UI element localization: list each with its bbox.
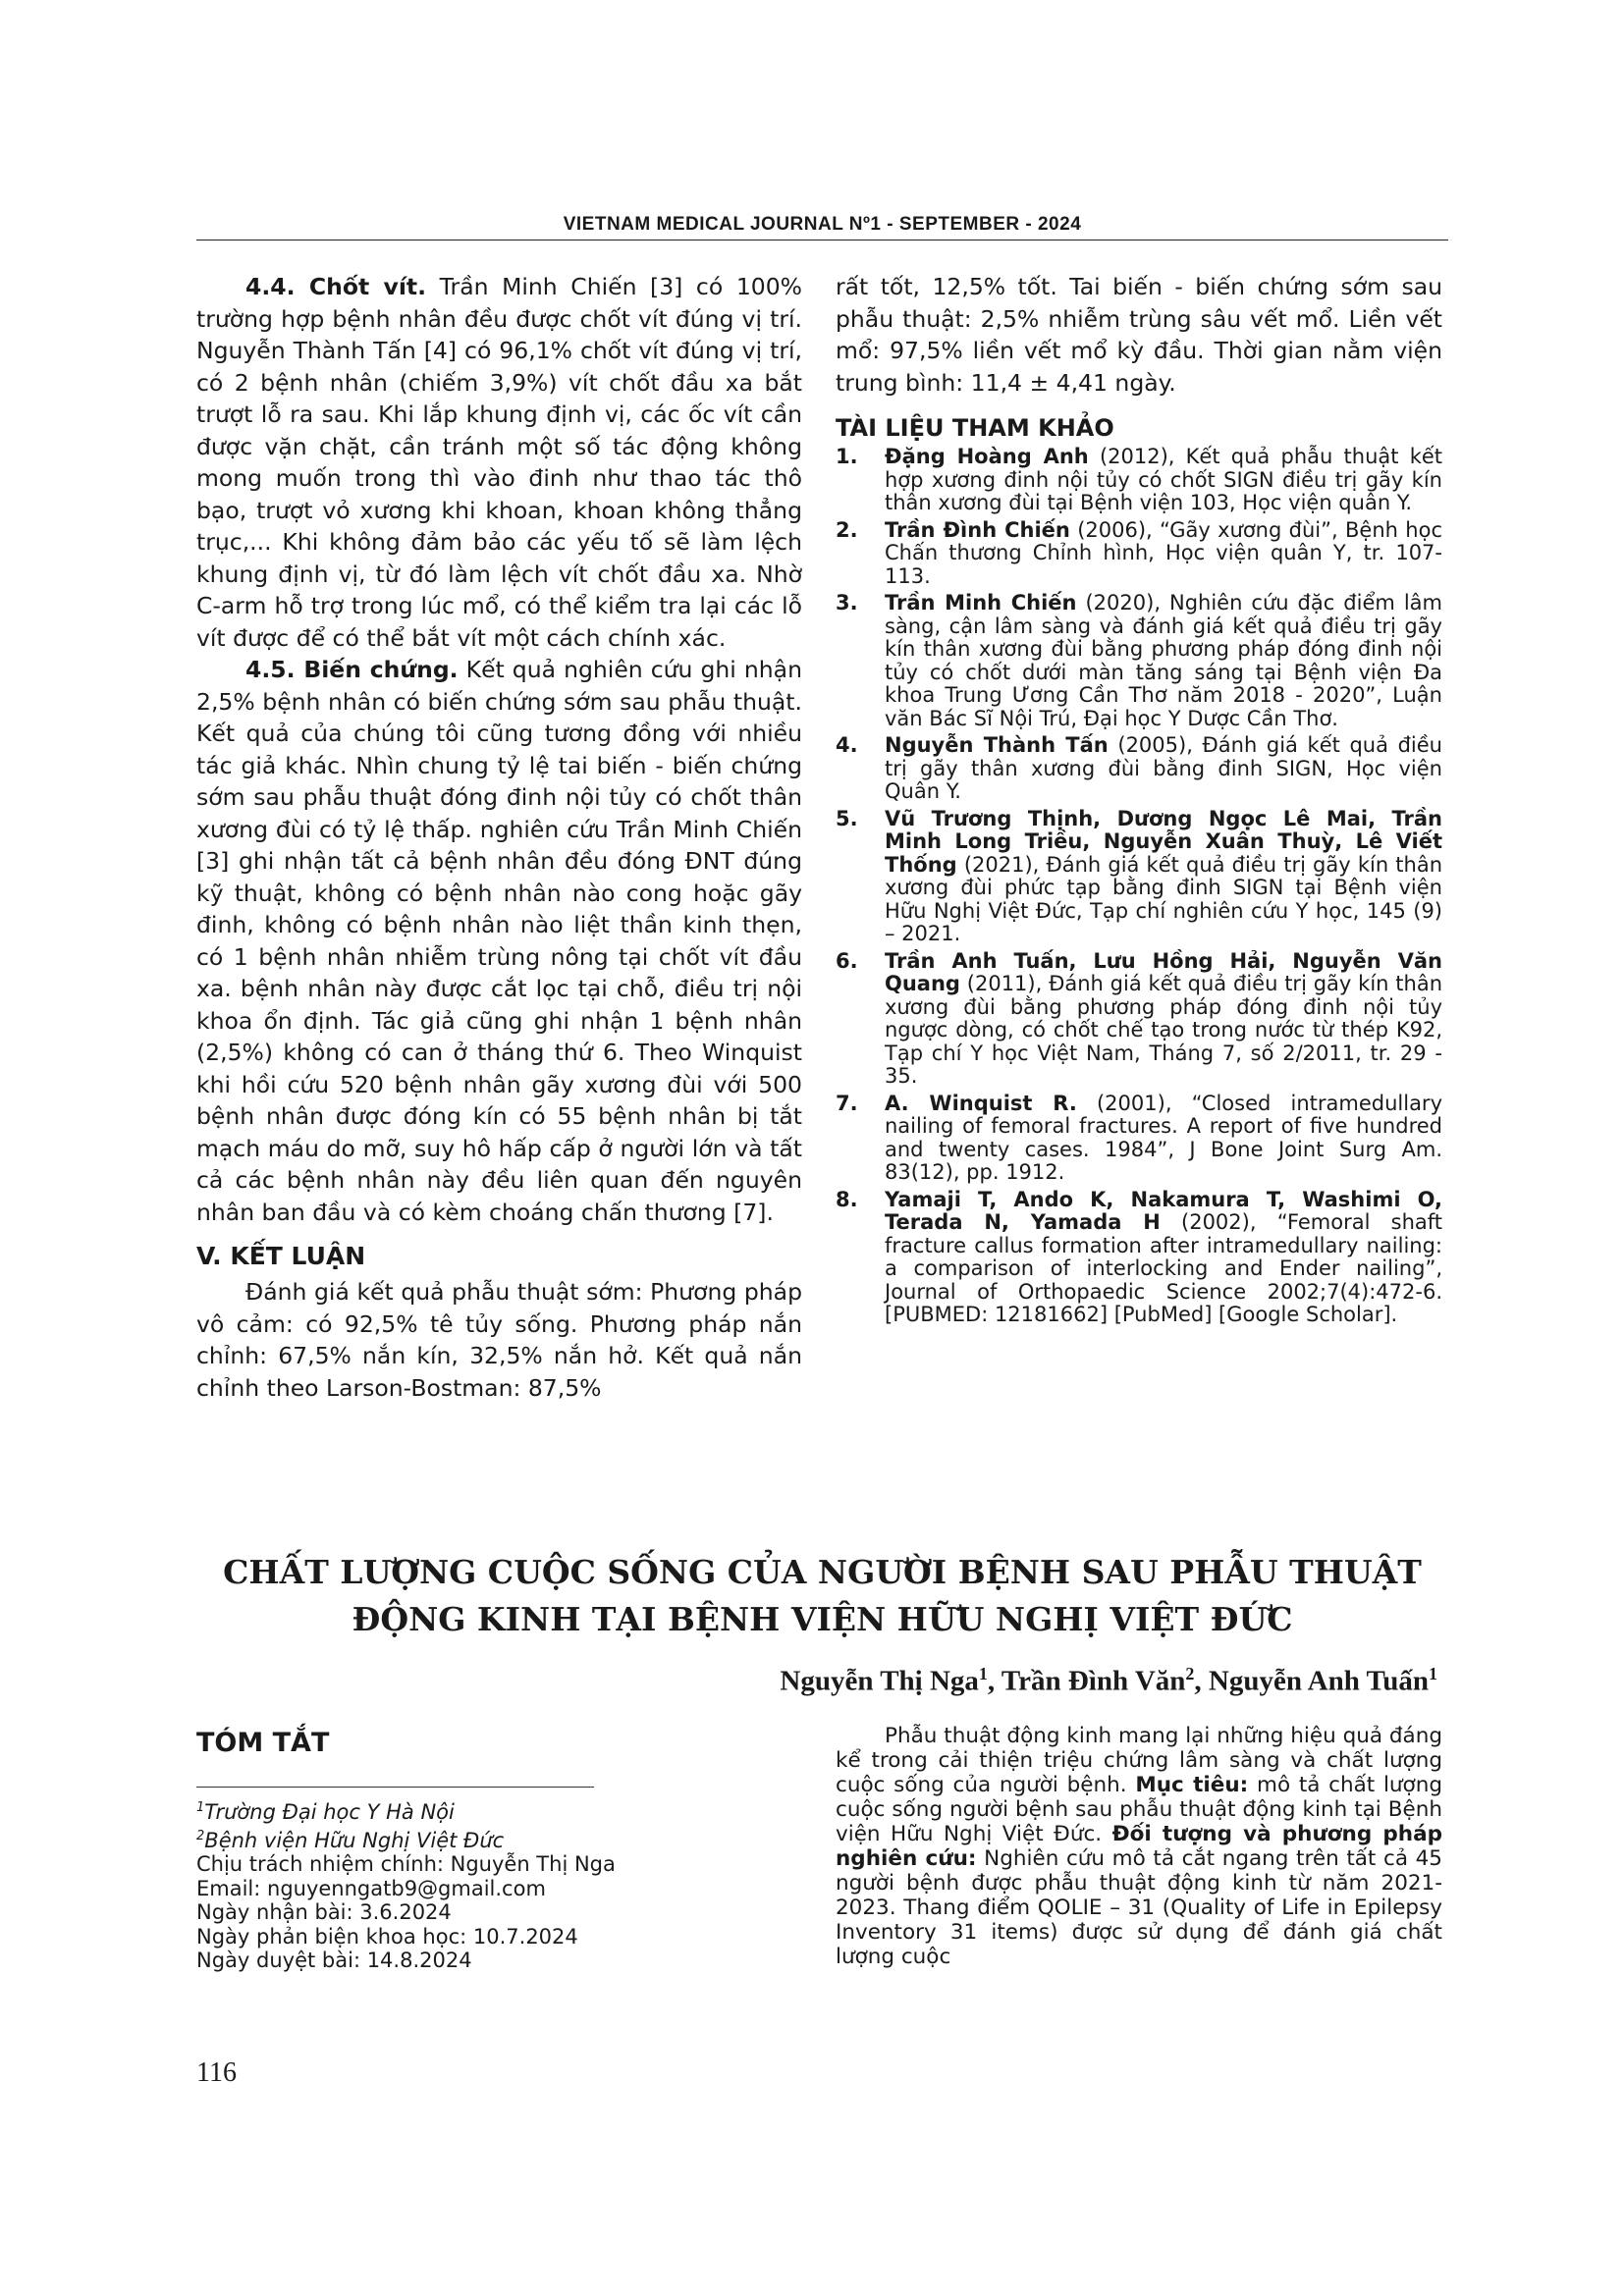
methods-text: Nghiên cứu mô tả cắt ngang trên tất cả 45 người bệnh được phẫu thuật động kinh từ năm 2021-2023. Thang điểm QOLIE – 31 (Quality of Life in Epilepsy Inventory 31 items) được sử dụng để đánh giá chất lượng cuộc [836,1846,1442,1969]
reference-authors: Trần Minh Chiến [885,591,1077,614]
review-date: Ngày phản biện khoa học: 10.7.2024 [196,1924,578,1949]
reference-item [836,1093,1442,1185]
reference-number: 6. [836,948,858,973]
author-name: Nguyễn Anh Tuấn [1208,1665,1429,1697]
author-name: Nguyễn Thị Nga [780,1665,979,1697]
reference-authors: Yamaji T, Ando K, Nakamura T, Washimi O, Terada N, Yamada H [885,1187,1442,1234]
page-number: 116 [196,2057,237,2088]
article-title-line-2: ĐỘNG KINH TẠI BỆNH VIỆN HỮU NGHỊ VIỆT ĐỨC [352,1600,1293,1638]
corresponding-email: Email: nguyenngatb9@gmail.com [196,1876,546,1900]
author-affiliation-mark: 1 [1429,1664,1437,1683]
affiliation-mark: 2 [196,1828,205,1843]
references-heading: TÀI LIỆU THAM KHẢO [836,414,1114,442]
reference-item [836,446,1442,515]
reference-number: 2. [836,517,858,542]
conclusion-paragraph: Đánh giá kết quả phẫu thuật sớm: Phương pháp vô cảm: có 92,5% tê tủy sống. Phương pháp nắn chỉnh: 67,5% nắn kín, 32,5% nắn hở. Kết quả nắn chỉnh theo Larson-Bostman: 87,5% [196,1278,802,1402]
abstract-text [836,1724,1442,1969]
section-4-5-text: Kết quả nghiên cứu ghi nhận 2,5% bệnh nhân có biến chứng sớm sau phẫu thuật. Kết quả của chúng tôi cũng tương đồng với nhiều tác giả khác. Nhìn chung tỷ lệ tai biến - biến chứng sớm sau phẫu thuật đóng đinh nội tủy có chốt thân xương đùi có tỷ lệ thấp. nghiên cứu Trần Minh Chiến [3] ghi nhận tất cả bệnh nhân đều đóng ĐNT đúng kỹ thuật, không có bệnh nhân nào cong hoặc gãy đinh, không có bệnh nhân nào liệt thần kinh thẹn, có 1 bệnh nhân nhiễm trùng nông tại chốt vít đầu xa. bệnh nhân này được cắt lọc tại chỗ, điều trị nội khoa ổn định. Tác giả cũng ghi nhận 1 bệnh nhân (2,5%) không có can ở tháng thứ 6. Theo Winquist khi hồi cứu 520 bệnh nhân gãy xương đùi với 500 bệnh nhân được đóng kín có 55 bệnh nhân bị tắt mạch máu do mỡ, suy hô hấp cấp ở người lớn và tất cả các bệnh nhân này đều liên quan đến nguyên nhân ban đầu và có kèm choáng chấn thương [7]. [196,656,802,1226]
reference-authors: Trần Anh Tuấn, Lưu Hồng Hải, Nguyễn Văn Quang [885,948,1442,995]
reference-number: 7. [836,1091,858,1115]
reference-details: (2006), “Gãy xương đùi”, Bệnh học Chấn thương Chỉnh hình, Học viện quân Y, tr. 107-113. [885,517,1442,588]
objective-label: Mục tiêu: [1135,1773,1249,1797]
reference-item [836,592,1442,730]
reference-details: (2012), Kết quả phẫu thuật kết hợp xương đinh nội tủy có chốt SIGN điều trị gãy kín thân xương đùi tại Bệnh viện 103, Học viện quân Y. [885,445,1443,514]
reference-authors: Trần Đình Chiến [885,517,1070,542]
reference-authors: Nguyễn Thành Tấn [885,733,1109,757]
reference-text [885,446,1442,515]
conclusion-continued: rất tốt, 12,5% tốt. Tai biến - biến chứng sớm sau phẫu thuật: 2,5% nhiễm trùng sâu vết mổ. Liền vết mổ: 97,5% liền vết mổ kỳ đầu. Thời gian nằm viện trung bình: 11,4 ± 4,41 ngày. [836,273,1442,397]
affiliation-name: Bệnh viện Hữu Nghị Việt Đức [204,1828,505,1852]
objective-text: mô tả chất lượng cuộc sống người bệnh sau phẫu thuật động kinh tại Bệnh viện Hữu Nghị Việt Đức. [836,1773,1442,1846]
section-4-4-text: Trần Minh Chiến [3] có 100% trường hợp bệnh nhân đều được chốt vít đúng vị trí. Nguyễn Thành Tấn [4] có 96,1% chốt vít đúng vị trí, có 2 bệnh nhân (chiếm 3,9%) vít chốt đầu xa bắt trượt lỗ ra sau. Khi lắp khung định vị, các ốc vít cần được vặn chặt, cần tránh một số tác động không mong muốn trong thì vào đinh như thao tác thô bạo, trượt vỏ xương khi khoan, khoan không thẳng trục,... Khi không đảm bảo các yếu tố sẽ làm lệch khung định vị, từ đó làm lệch vít chốt đầu xa. Nhờ C-arm hỗ trợ trong lúc mổ, có thể kiểm tra lại các lỗ vít được để có thể bắt vít một cách chính xác. [196,273,803,652]
journal-header: VIETNAM MEDICAL JOURNAL Nº1 - SEPTEMBER - 2024 [563,214,1082,235]
reference-text [885,808,1442,946]
reference-number: 8. [836,1187,858,1211]
received-date: Ngày nhận bài: 3.6.2024 [196,1900,452,1924]
reference-authors: Đặng Hoàng Anh [885,445,1089,468]
section-4-5-paragraph [196,654,802,1228]
author-name: Trần Đình Văn [1001,1665,1186,1697]
left-column [196,271,802,1404]
author-affiliation-mark: 2 [1185,1664,1195,1683]
reference-item [836,734,1442,804]
reference-details: (2001), “Closed intramedullary nailing of femoral fractures. A report of five hundred and twenty cases. 1984”, J Bone Joint Surg Am. 83(12), pp. 1912. [885,1091,1442,1184]
reference-text [885,592,1442,730]
reference-number: 5. [836,806,858,830]
reference-item [836,808,1442,946]
article-title [196,1549,1448,1643]
author-affiliation-mark: 1 [978,1664,988,1683]
article-title-line-1: CHẤT LƯỢNG CUỘC SỐNG CỦA NGƯỜI BỆNH SAU PHẪU THUẬT [223,1553,1422,1591]
section-4-5-heading: 4.5. Biến chứng. [245,656,459,683]
abstract-paragraph [836,1724,1442,1969]
corresponding-author: Chịu trách nhiệm chính: Nguyễn Thị Nga [196,1852,616,1876]
reference-item [836,519,1442,589]
abstract-heading: TÓM TẮT [196,1728,330,1758]
section-4-4-heading: 4.4. Chốt vít. [245,273,427,300]
reference-item [836,1189,1442,1327]
reference-text [885,519,1442,589]
abstract-intro: Phẫu thuật động kinh mang lại những hiệu quả đáng kể trong cải thiện triệu chứng lâm sàng và chất lượng cuộc sống của người bệnh. [836,1724,1442,1797]
affiliation-1 [196,1796,805,1825]
reference-text [885,1093,1442,1185]
reference-authors: Vũ Trương Thịnh, Dương Ngọc Lê Mai, Trần Minh Long Triều, Nguyễn Xuân Thuỳ, Lê Viết Thống [885,806,1442,877]
reference-details: (2020), Nghiên cứu đặc điểm lâm sàng, cận lâm sàng và đánh giá kết quả điều trị gãy kín thân xương đùi bằng phương pháp đóng đinh nội tủy có chốt dưới màn tăng sáng tại Bệnh viện Đa khoa Trung Ương Cần Thơ năm 2018 - 2020”, Luận văn Bác Sĩ Nội Trú, Đại học Y Dược Cần Thơ. [885,591,1442,730]
affiliation-2 [196,1825,805,1853]
reference-number: 3. [836,591,858,614]
footnote-divider [196,1787,594,1788]
reference-text [885,1189,1442,1327]
reference-details: (2002), “Femoral shaft fracture callus formation after intramedullary nailing: a comparison of interlocking and Ender nailing”, Journal of Orthopaedic Science 2002;7(4):472-6. [PUBMED: 12181662] [PubMed] [Google Scholar]. [885,1210,1442,1326]
reference-details: (2005), Đánh giá kết quả điều trị gãy thân xương đùi bằng đinh SIGN, Học viện Quân Y. [885,733,1442,803]
section-4-4-paragraph [196,271,802,654]
affiliation-name: Trường Đại học Y Hà Nội [204,1800,455,1824]
conclusion-heading: V. KẾT LUẬN [196,1242,366,1270]
right-column [836,271,1442,1331]
reference-text [885,734,1442,804]
article-authors: Nguyễn Thị Nga$^1$, Trần Đình Văn$^2$, Nguyễn Anh Tuấn$^1$ [780,1664,1437,1697]
reference-authors: A. Winquist R. [885,1091,1077,1115]
reference-item [836,950,1442,1089]
affiliation-mark: 1 [196,1800,205,1815]
reference-details: (2021), Đánh giá kết quả điều trị gãy kín thân xương đùi phức tạp bằng đinh SIGN tại Bệnh viện Hữu Nghị Việt Đức, Tạp chí nghiên cứu Y học, 145 (9) – 2021. [885,852,1442,945]
reference-text [885,950,1442,1089]
reference-details: (2011), Đánh giá kết quả điều trị gãy kín thân xương đùi bằng phương pháp đóng đinh nội tủy ngược dòng, có chốt chế tạo trong nước từ thép K92, Tạp chí Y học Việt Nam, Tháng 7, số 2/2011, tr. 29 - 35. [885,972,1442,1088]
reference-number: 1. [836,445,858,468]
reference-number: 4. [836,733,858,757]
footnotes [196,1796,805,1973]
reference-list [836,446,1442,1327]
accepted-date: Ngày duyệt bài: 14.8.2024 [196,1949,472,1972]
methods-label: Đối tượng và phương pháp nghiên cứu: [836,1822,1443,1871]
